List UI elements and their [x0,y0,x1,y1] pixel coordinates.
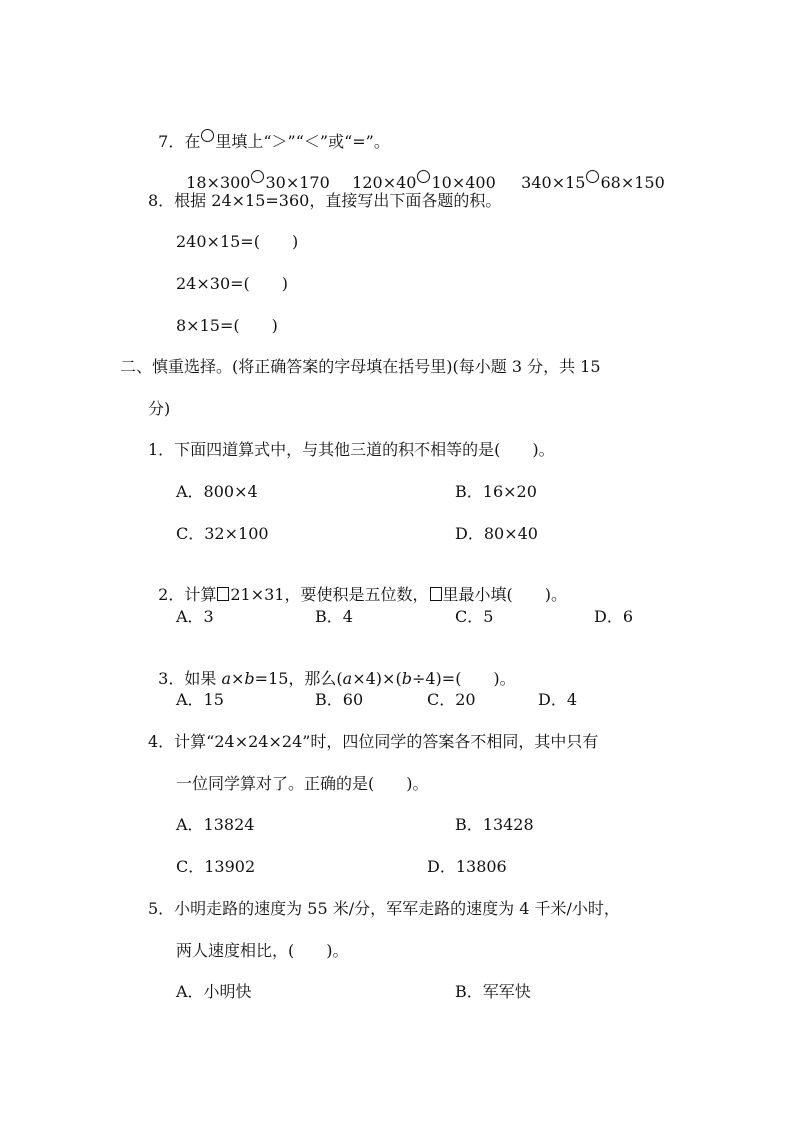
question-8-stem: 8．根据 24×15=360，直接写出下面各题的积。 [148,191,502,210]
question-8-item-3: 8×15=( ) [176,316,278,335]
choice-3-text: × [231,669,245,688]
blank-box-icon [430,587,442,601]
compare-item-1-left: 18×300 [186,173,251,192]
question-7-lead: 7．在 [158,132,201,151]
compare-item-2-left: 120×40 [352,173,417,192]
choice-3-text: =15，那么( [254,669,343,688]
compare-item-1-right: 30×170 [265,173,330,192]
choice-3-option-b: B．60 [315,690,364,709]
choice-4-stem: 4．计算“24×24×24”时，四位同学的答案各不相同，其中只有 [148,732,599,751]
compare-item-3-right: 68×150 [600,173,665,192]
choice-1-option-b: B．16×20 [455,482,537,501]
choice-2-option-d: D．6 [594,607,634,626]
question-8-item-1: 240×15=( ) [176,232,299,251]
choice-3-stem [148,649,516,689]
choice-3-text: ÷4)=( )。 [411,669,516,688]
choice-5-stem: 5．小明走路的速度为 55 米/分，军军走路的速度为 4 千米/小时， [148,899,620,918]
compare-item-2-right: 10×400 [431,173,496,192]
choice-4-option-b: B．13428 [455,815,534,834]
variable-b: b [401,669,412,688]
question-7-rest: 里填上“＞”“＜”或“=”。 [215,132,390,151]
choice-1-stem: 1．下面四道算式中，与其他三道的积不相等的是( )。 [148,440,555,459]
compare-item-1 [176,150,330,193]
variable-a: a [342,669,353,688]
compare-item-2 [342,150,496,193]
choice-5-option-b: B．军军快 [455,982,531,1001]
answer-circle-icon[interactable] [586,170,599,183]
choice-4-option-c: C．13902 [176,857,256,876]
choice-3-text: 3．如果 [158,669,222,688]
blank-box-icon [217,587,229,601]
variable-b: b [244,669,255,688]
choice-4-option-d: D．13806 [427,857,507,876]
comparison-circle-icon [201,129,214,142]
choice-2-stem-part-2: 21×31，要使积是五位数， [230,585,429,604]
choice-2-stem-part-1: 2．计算 [158,585,217,604]
choice-3-option-a: A．15 [176,690,224,709]
choice-2-stem [148,565,567,605]
choice-3-option-c: C．20 [427,690,476,709]
choice-2-option-b: B．4 [315,607,353,626]
section-2-heading: 二、慎重选择。(将正确答案的字母填在括号里)(每小题 3 分，共 15 [120,357,601,376]
question-7-stem [148,109,390,152]
choice-1-option-a: A．800×4 [176,482,258,501]
section-2-heading-cont: 分) [148,399,171,418]
choice-3-text: ×4)×( [352,669,402,688]
choice-1-option-c: C．32×100 [176,524,269,543]
choice-3-option-d: D．4 [538,690,578,709]
compare-item-3-left: 340×15 [521,173,586,192]
choice-5-option-a: A．小明快 [176,982,252,1001]
answer-circle-icon[interactable] [251,170,264,183]
choice-2-option-c: C．5 [455,607,494,626]
choice-5-stem-cont: 两人速度相比，( )。 [176,941,349,960]
choice-4-stem-cont: 一位同学算对了。正确的是( )。 [176,774,429,793]
compare-item-3 [511,150,665,193]
choice-2-option-a: A．3 [176,607,214,626]
choice-2-stem-part-3: 里最小填( )。 [442,585,567,604]
question-8-item-2: 24×30=( ) [176,274,289,293]
variable-a: a [221,669,231,688]
answer-circle-icon[interactable] [417,170,430,183]
choice-4-option-a: A．13824 [176,815,255,834]
choice-1-option-d: D．80×40 [455,524,538,543]
